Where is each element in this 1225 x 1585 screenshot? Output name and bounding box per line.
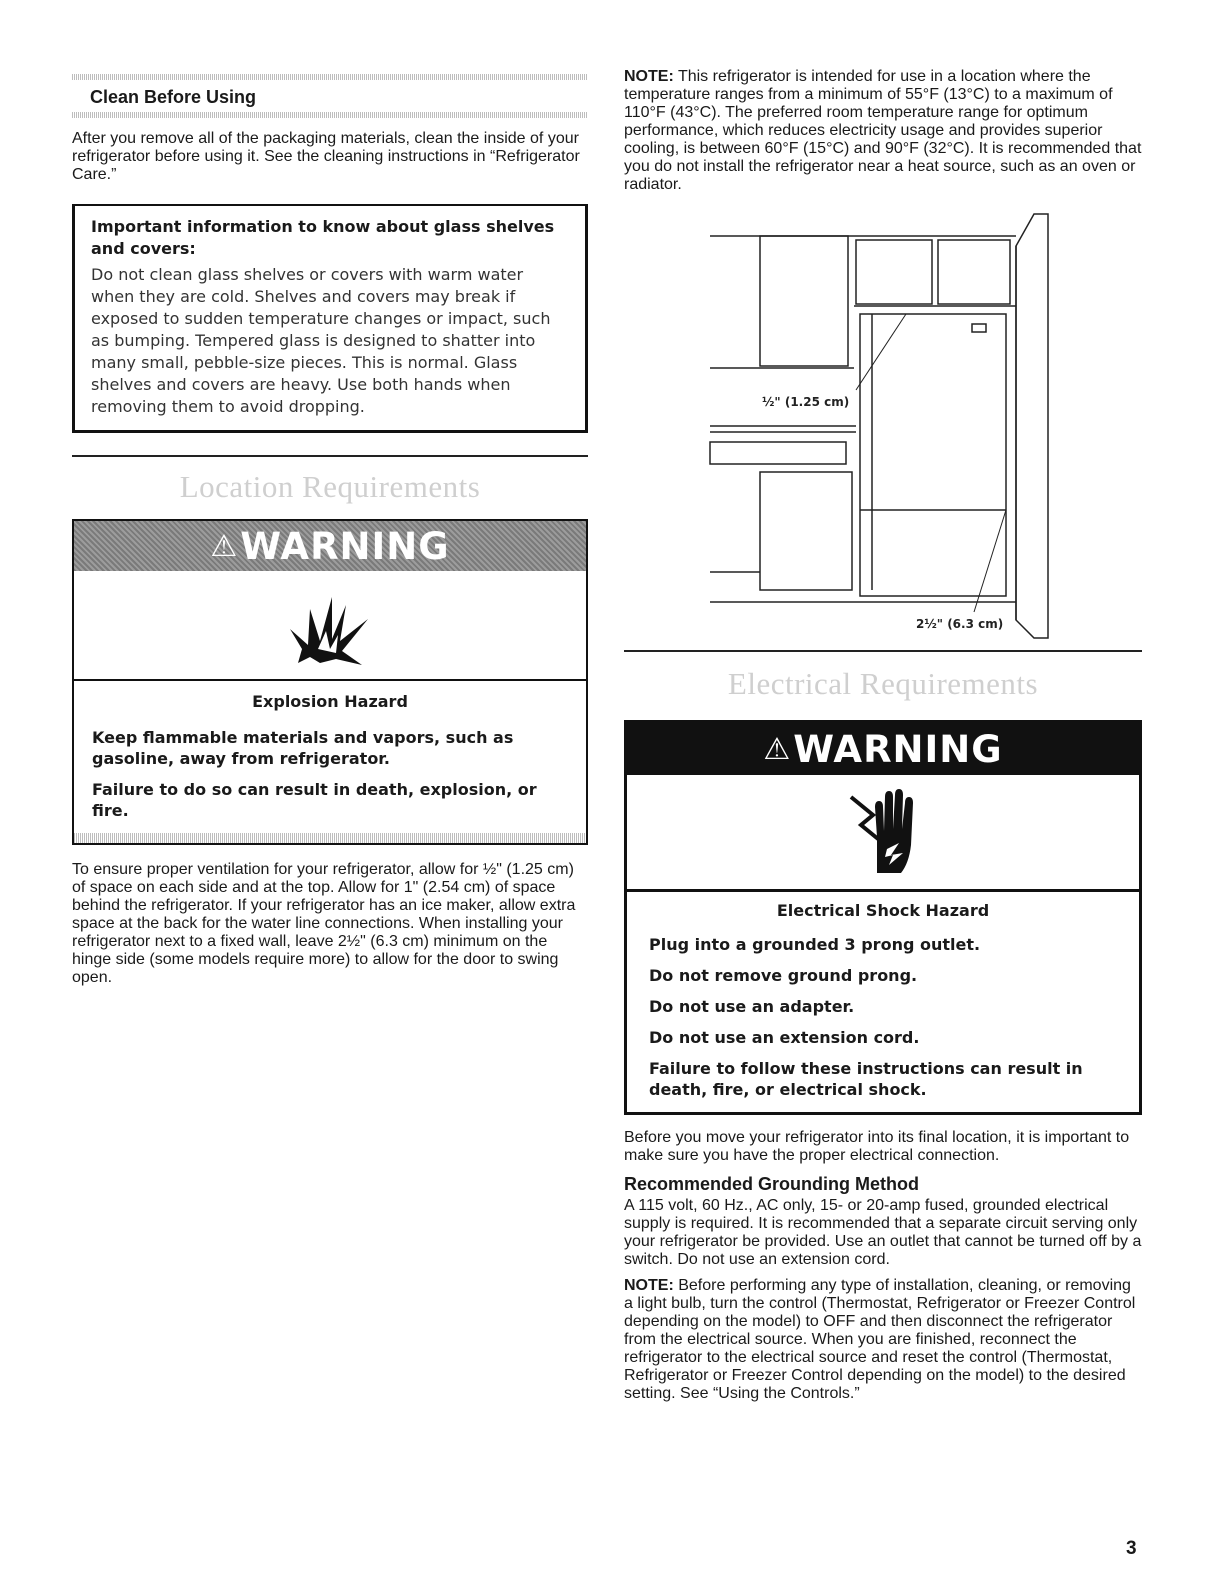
disconnect-note-text: Before performing any type of installation, cleaning, or removing a light bulb, turn the control (Thermostat, Refrigerator or Freezer Control depending on the model) to OFF and then disconnect the refrigerator from the electrical source. When you are finished, reconnect the refrigerator to the electrical source and reset the control (Thermostat, Refrigerator or Freezer Control depending on the model) to the desired setting. See “Using the Controls.”: [624, 1277, 1136, 1402]
grounding-body: A 115 volt, 60 Hz., AC only, 15- or 20-amp fused, grounded electrical supply is required. It is recommended that a separate circuit serving only your refrigerator be provided. Use an outlet that cannot be turned off by a switch. Do not use an extension cord.: [624, 1197, 1142, 1268]
electric-shock-hand-icon: [843, 787, 923, 877]
electrical-icon-area: [627, 775, 1139, 892]
warning-triangle-icon: ⚠: [763, 731, 792, 767]
electrical-warning-banner: [627, 723, 1139, 775]
electrical-hazard-title: Electrical Shock Hazard: [776, 901, 990, 920]
right-column: [624, 0, 1142, 1403]
warning-triangle-icon: ⚠: [210, 528, 239, 564]
clean-heading-top-rule: [72, 74, 588, 80]
glass-info-heading: Important information to know about glass shelves and covers:: [91, 217, 555, 258]
explosion-warning-banner: [74, 521, 586, 571]
clean-heading-bottom-rule: [72, 112, 588, 118]
temperature-note: [624, 68, 1142, 194]
location-body: To ensure proper ventilation for your refrigerator, allow for ½" (1.25 cm) of space on each side and at the top. Allow for 1" (2.54 cm) of space behind the refrigerator. If your refrigerator has an ice maker, allow extra space at the back for the water line connections. When installing your refrigerator next to a fixed wall, leave 2½" (6.3 cm) minimum on the hinge side (some models require more) to allow for the door to swing open.: [72, 861, 576, 986]
temperature-note-label: NOTE:: [624, 68, 674, 85]
clean-body: After you remove all of the packaging materials, clean the inside of your refrigerator before using it. See the cleaning instructions in “Refrigerator Care.”: [72, 130, 580, 183]
clean-heading: Clean Before Using: [90, 87, 257, 107]
electrical-intro: Before you move your refrigerator into its final location, it is important to make sure you have the proper electrical connection.: [624, 1129, 1130, 1164]
explosion-hazard-line-2: Failure to do so can result in death, explosion, or fire.: [92, 780, 537, 820]
glass-info-box: [72, 204, 588, 433]
disconnect-note-label: NOTE:: [624, 1277, 674, 1294]
glass-info-body: Do not clean glass shelves or covers with warm water when they are cold. Shelves and covers may break if exposed to sudden temperature changes or impact, such as bumping. Tempered glass is designed to shatter into many small, pebble-size pieces. This is normal. Glass shelves and covers are heavy. Use both hands when removing them to avoid dropping.: [91, 265, 551, 416]
side-clearance-label: ½" (1.25 cm): [762, 395, 850, 409]
explosion-warning-footer: [74, 833, 586, 843]
page-number: 3: [1126, 1538, 1137, 1559]
explosion-hazard-line-1: Keep flammable materials and vapors, such as gasoline, away from refrigerator.: [92, 728, 514, 768]
electrical-warning-box: [624, 720, 1142, 1115]
grounding-heading: Recommended Grounding Method: [624, 1174, 919, 1194]
electrical-heading: Electrical Requirements: [727, 666, 1039, 701]
electrical-hazard-line-5: Failure to follow these instructions can result in death, fire, or electrical shock.: [649, 1059, 1083, 1099]
electrical-hazard-line-4: Do not use an extension cord.: [649, 1028, 920, 1047]
explosion-warning-box: [72, 519, 588, 845]
hinge-clearance-label: 2½" (6.3 cm): [916, 617, 1004, 631]
temperature-note-text: This refrigerator is intended for use in a location where the temperature ranges from a minimum of 55°F (13°C) to a maximum of 110°F (43°C). The preferred room temperature range for optimum performance, which reduces electricity usage and provides superior cooling, is between 60°F (15°C) and 90°F (32°C). It is recommended that you do not install the refrigerator near a heat source, such as an oven or radiator.: [624, 68, 1142, 193]
explosion-warning-label: WARNING: [240, 524, 450, 568]
disconnect-note: [624, 1277, 1142, 1403]
electrical-hazard-line-3: Do not use an adapter.: [649, 997, 855, 1016]
electrical-hazard-text: [627, 892, 1139, 1112]
explosion-icon-area: [74, 571, 586, 681]
electrical-warning-label: WARNING: [793, 727, 1003, 771]
electrical-hazard-line-2: Do not remove ground prong.: [649, 966, 918, 985]
explosion-icon: [280, 579, 380, 671]
electrical-hazard-line-1: Plug into a grounded 3 prong outlet.: [649, 935, 981, 954]
left-column: [72, 0, 588, 987]
explosion-hazard-title: Explosion Hazard: [252, 692, 408, 711]
clearance-diagram: [624, 210, 1142, 640]
location-heading: Location Requirements: [179, 469, 481, 504]
explosion-hazard-text: [74, 681, 586, 833]
location-rule: [72, 455, 588, 457]
electrical-rule: [624, 650, 1142, 652]
